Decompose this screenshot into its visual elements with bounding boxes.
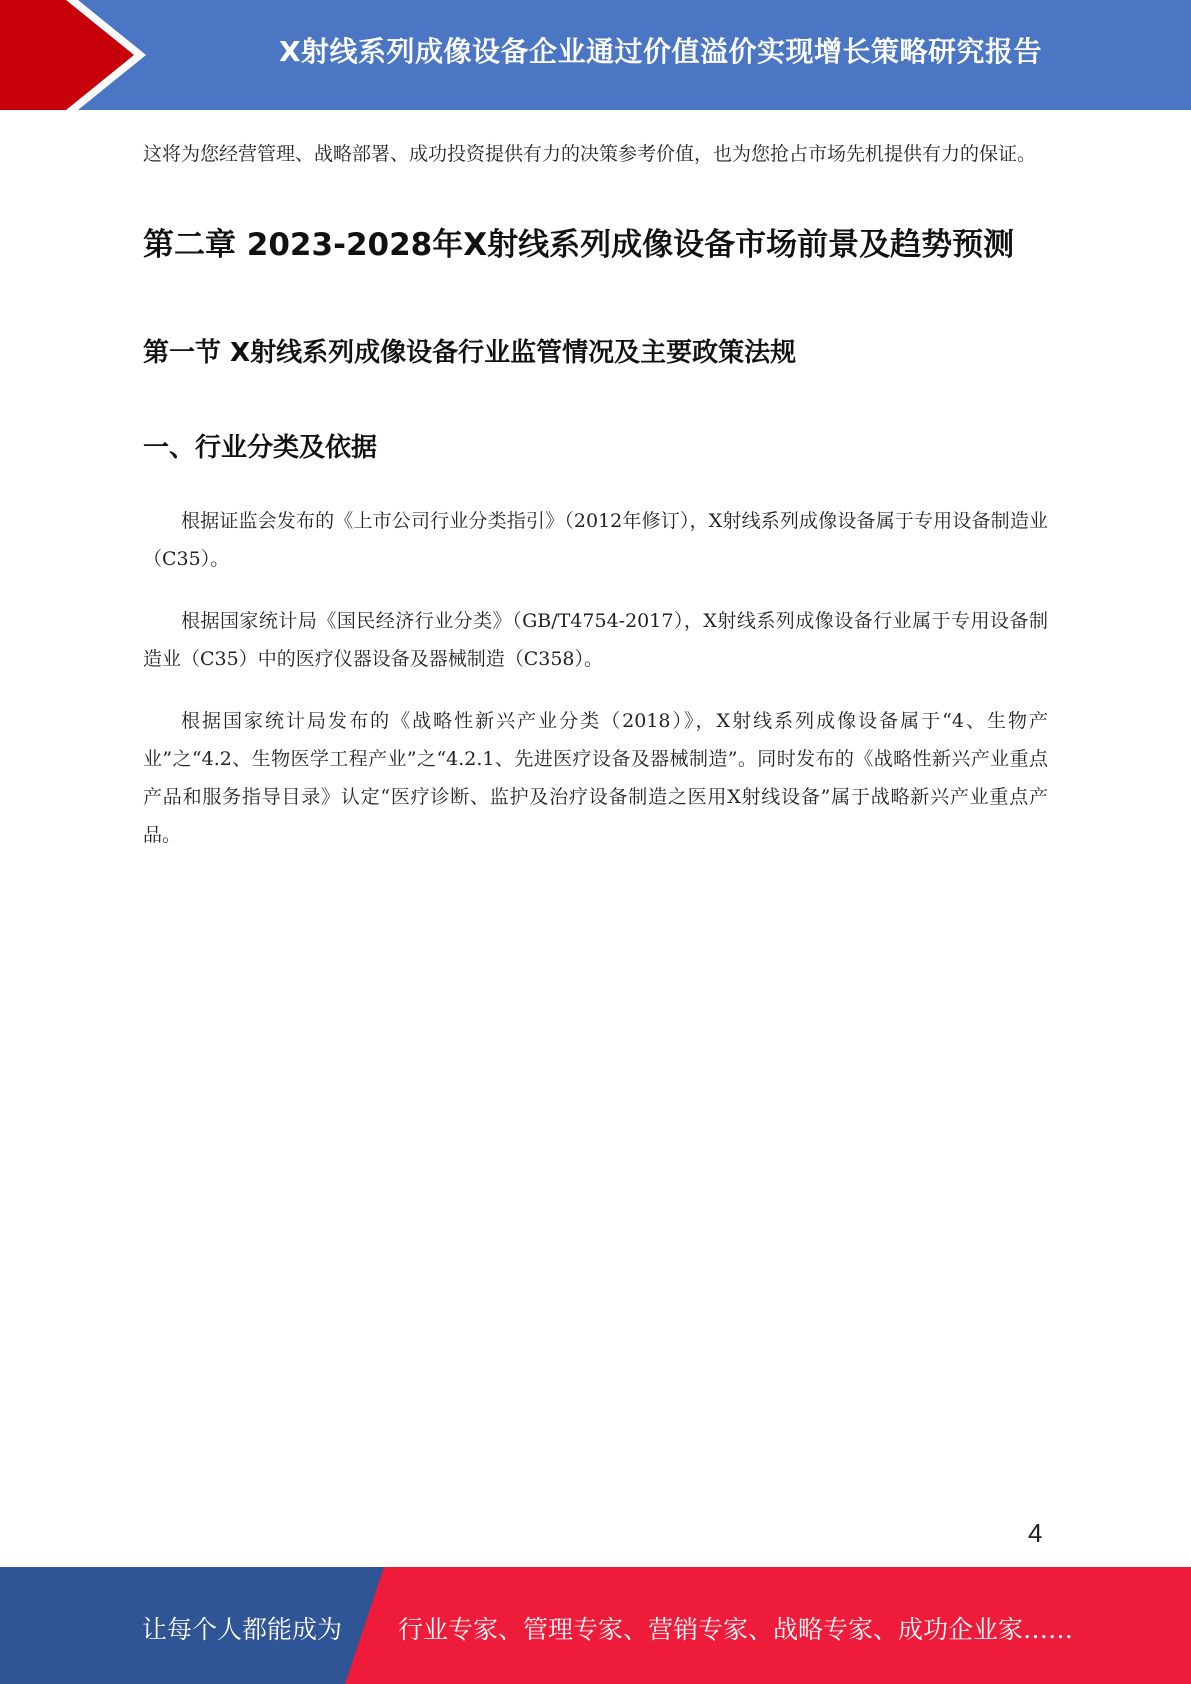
subsection-title: 一、行业分类及依据 [143, 433, 378, 463]
paragraph-industry-classification-nbs: 根据国家统计局《国民经济行业分类》（GB/T4754-2017），X射线系列成像设备行业属于专用设备制造业（C35）中的医疗仪器设备及器械制造（C358）。 [143, 610, 1048, 670]
paragraph-industry-classification-csrc: 根据证监会发布的《上市公司行业分类指引》（2012年修订），X射线系列成像设备属于专用设备制造业（C35）。 [143, 510, 1048, 570]
header-title: X射线系列成像设备企业通过价值溢价实现增长策略研究报告 [278, 35, 1043, 68]
header-banner [0, 0, 1191, 110]
intro-paragraph: 这将为您经营管理、战略部署、成功投资提供有力的决策参考价值，也为您抢占市场先机提供有力的保证。 [143, 143, 1037, 165]
footer-slogan-right: 行业专家、管理专家、营销专家、战略专家、成功企业家…… [398, 1615, 1074, 1644]
footer-slogan-left: 让每个人都能成为 [142, 1615, 343, 1644]
footer-banner [0, 1567, 1191, 1684]
document-body [143, 135, 1048, 854]
page-number: 4 [1028, 1518, 1043, 1548]
section-title: 第一节 X射线系列成像设备行业监管情况及主要政策法规 [143, 338, 797, 368]
chapter-title: 第二章 2023-2028年X射线系列成像设备市场前景及趋势预测 [143, 227, 1015, 263]
paragraph-strategic-emerging-industry: 根据国家统计局发布的《战略性新兴产业分类（2018）》，X射线系列成像设备属于“4、生物产业”之“4.2、生物医学工程产业”之“4.2.1、先进医疗设备及器械制造”。同时发布的《战略性新兴产业重点产品和服务指导目录》认定“医疗诊断、监护及治疗设备制造之医用X射线设备”属于战略新兴产业重点产品。 [143, 710, 1048, 846]
